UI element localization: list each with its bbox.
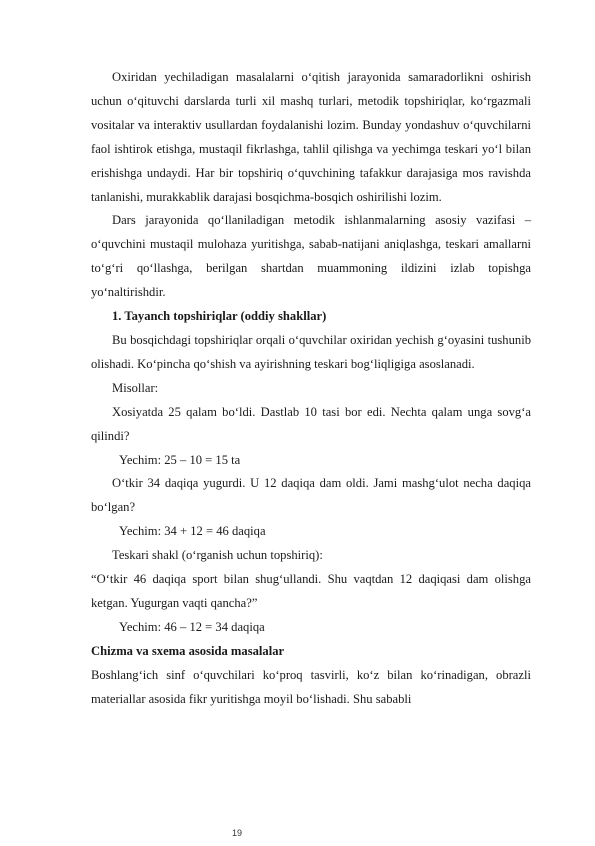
example-1: Xosiyatda 25 qalam bo‘ldi. Dastlab 10 tasi bor edi. Nechta qalam unga sovg‘a qilindi? (91, 404, 531, 443)
section-heading-diagrams: Chizma va sxema asosida masalalar (91, 643, 285, 658)
examples-label: Misollar: (112, 380, 159, 395)
section-heading-basic-tasks: 1. Tayanch topshiriqlar (oddiy shakllar) (112, 309, 327, 324)
paragraph-intro: Oxiridan yechiladigan masalalarni o‘qitish jarayonida samaradorlikni oshirish uchun o‘qituvchi darslarda turli xil mashq turlari, metodik topshiriqlar, ko‘rgazmali vositalar va interaktiv usullardan foydalanishi lozim. Bunday yondashuv o‘quvchilarni faol ishtirok etishga, mustaqil fikrlashga, tahlil qilishga va yechimga teskari yo‘l bilan erishishga undaydi. Har bir topshiriq o‘quvchining tafakkur darajasiga mos ravishda tanlanishi, murakkablik darajasi bosqichma-bosqich oshirilishi lozim. (91, 70, 531, 204)
paragraph-diagrams: Boshlang‘ich sinf o‘quvchilari ko‘proq tasvirli, ko‘z bilan ko‘rinadigan, obrazli materiallar asosida fikr yuritishga moyil bo‘lishadi. Shu sababli (91, 667, 531, 706)
solution-3: Yechim: 46 – 12 = 34 daqiqa (119, 619, 265, 634)
text-body (91, 66, 531, 711)
inverse-task-text: “O‘tkir 46 daqiqa sport bilan shug‘ullandi. Shu vaqtdan 12 daqiqasi dam olishga ketgan. Yugurgan vaqti qancha?” (91, 572, 531, 610)
paragraph-basic-tasks: Bu bosqichdagi topshiriqlar orqali o‘quvchilar oxiridan yechish g‘oyasini tushunib olishadi. Ko‘pincha qo‘shish va ayirishning teskari bog‘liqligiga asoslanadi. (91, 332, 531, 371)
paragraph-methodical-tasks: Dars jarayonida qo‘llaniladigan metodik ishlanmalarning asosiy vazifasi – o‘quvchini mustaqil mulohaza yuritishga, sabab-natijani aniqlashga, teskari amallarni to‘g‘ri qo‘llashga, berilgan shartdan muammoning ildizini izlab topishga yo‘naltirishdir. (91, 213, 531, 300)
solution-2: Yechim: 34 + 12 = 46 daqiqa (119, 524, 266, 539)
solution-1: Yechim: 25 – 10 = 15 ta (119, 452, 241, 467)
page-number: 19 (232, 828, 243, 838)
example-2: O‘tkir 34 daqiqa yugurdi. U 12 daqiqa dam oldi. Jami mashg‘ulot necha daqiqa bo‘lgan? (91, 476, 531, 515)
inverse-task-label: Teskari shakl (o‘rganish uchun topshiriq): (112, 548, 323, 563)
